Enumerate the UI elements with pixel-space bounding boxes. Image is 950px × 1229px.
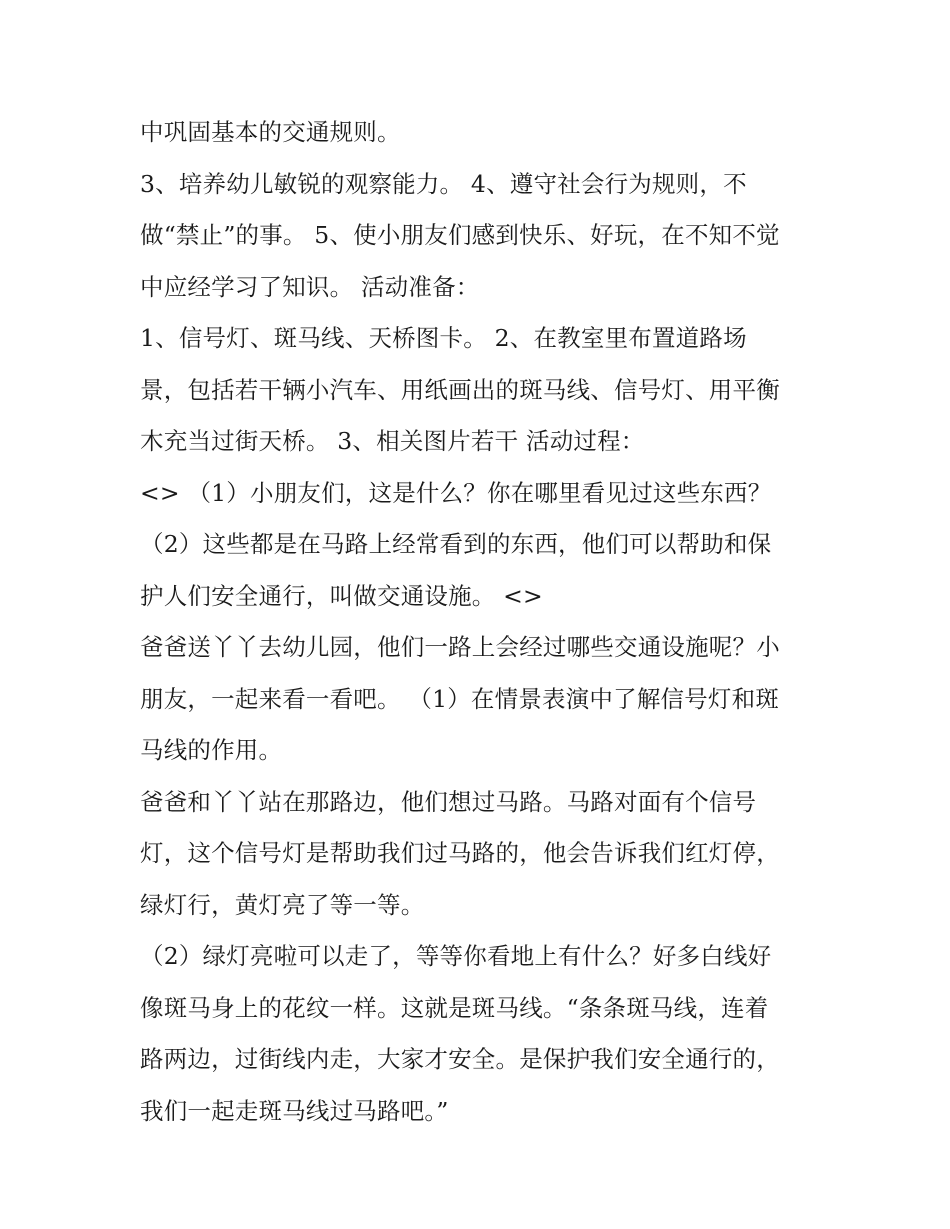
text-line: 中应经学习了知识。 活动准备： (140, 272, 480, 301)
text-line: 像斑马身上的花纹一样。这就是斑马线。“条条斑马线，连着 (140, 993, 769, 1022)
text-line: （2）这些都是在马路上经常看到的东西，他们可以帮助和保 (140, 530, 772, 558)
text-line: 路两边，过街线内走，大家才安全。是保护我们安全通行的， (140, 1045, 780, 1073)
text-line: 中巩固基本的交通规则。 (140, 118, 401, 146)
document-body (140, 107, 830, 1137)
text-line: 爸爸和丫丫站在那路边，他们想过马路。马路对面有个信号 (140, 787, 757, 816)
text-line: 马线的作用。 (140, 736, 283, 764)
text-line: 木充当过街天桥。 3、相关图片若干 活动过程： (140, 427, 645, 455)
text-line: 绿灯行，黄灯亮了等一等。 (140, 890, 425, 919)
text-line: 朋友，一起来看一看吧。 （1）在情景表演中了解信号灯和斑 (140, 684, 780, 713)
text-line: 做“禁止”的事。 5、使小朋友们感到快乐、好玩，在不知不觉 (140, 221, 780, 249)
text-line: 景，包括若干辆小汽车、用纸画出的斑马线、信号灯、用平衡 (140, 375, 780, 404)
text-line: 1、信号灯、斑马线、天桥图卡。 2、在教室里布置道路场 (140, 324, 747, 352)
text-line: 爸爸送丫丫去幼儿园，他们一路上会经过哪些交通设施呢？小 (140, 633, 780, 661)
text-line: 3、培养幼儿敏锐的观察能力。 4、遵守社会行为规则，不 (140, 169, 747, 198)
text-line: <> （1）小朋友们，这是什么？你在哪里看见过这些东西？ (140, 478, 772, 507)
text-line: 灯，这个信号灯是帮助我们过马路的，他会告诉我们红灯停， (140, 839, 780, 867)
text-line: （2）绿灯亮啦可以走了，等等你看地上有什么？好多白线好 (140, 942, 772, 970)
text-line: 护人们安全通行，叫做交通设施。 <> (140, 581, 543, 610)
text-line: 我们一起走斑马线过马路吧。” (140, 1096, 449, 1125)
